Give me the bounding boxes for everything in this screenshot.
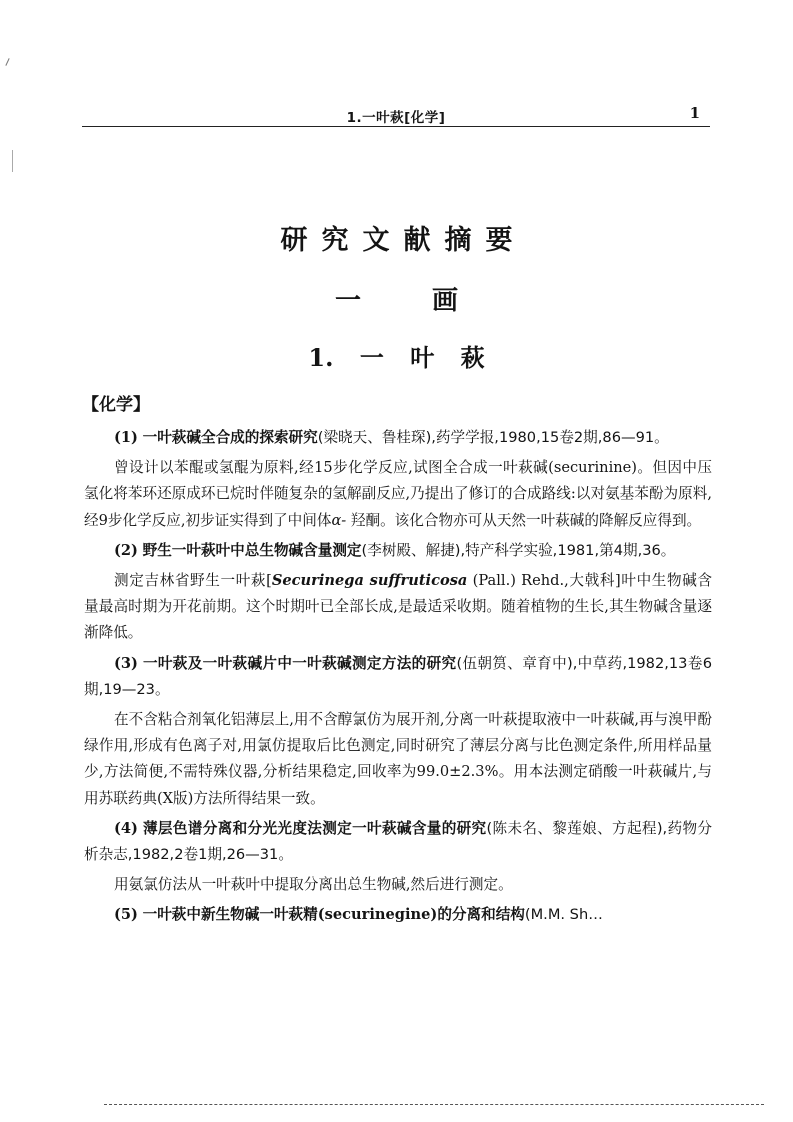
abstract-2-title: 野生一叶萩叶中总生物碱含量测定 (142, 541, 362, 559)
abstract-1-body-text-end: 羟酮。该化合物亦可从天然一叶萩碱的降解反应得到。 (350, 511, 702, 529)
abstract-3-body: 在不含粘合剂氧化铝薄层上,用不含醇氯仿为展开剂,分离一叶萩提取液中一叶萩碱,再与溴甲酚绿作用,形成有色离子对,用氯仿提取后比色测定,同时研究了薄层分离与比色测定条件,所用样品量少,方法简便,不需特殊仪器,分析结果稳定,回收率为99.0±2.3%。用本法测定硝酸一叶萩碱片,与用苏联药典(X版)方法所得结果一致。 (84, 711, 712, 807)
page-number: 1 (689, 104, 700, 122)
entry-number: 1. (308, 343, 334, 372)
entry-char-1: 一 (359, 343, 384, 372)
main-title: 研究文献摘要 (280, 225, 527, 256)
stroke-heading-left: 一 (334, 286, 361, 316)
abstract-2-body-text: 测定吉林省野生一叶萩[ (114, 572, 272, 590)
abstract-3-title: 一叶萩及一叶萩碱片中一叶萩碱测定方法的研究 (142, 654, 457, 672)
latin-binomial: Securinega suffruticosa (271, 572, 468, 590)
abstract-2-number: (2) (114, 541, 138, 559)
abstract-2-source: (李树殿、解捷),特产科学实验,1981,第4期,36。 (361, 541, 676, 559)
abstract-5-source: (M.M. Sh… (524, 906, 603, 924)
abstract-1-number: (1) (114, 429, 138, 446)
alpha-symbol: α- (331, 511, 347, 529)
stroke-heading-right: 画 (432, 286, 459, 316)
entry-char-2: 叶 (410, 343, 435, 372)
abstract-1-citation (84, 425, 712, 451)
abstract-1-title: 一叶萩碱全合成的探索研究 (142, 429, 318, 446)
entry-char-3: 萩 (460, 343, 485, 372)
running-header (82, 104, 710, 127)
entry-heading (0, 338, 793, 373)
abstract-5-citation (84, 902, 712, 928)
abstract-1-body (84, 455, 712, 534)
abstract-5-number: (5) (114, 906, 138, 924)
abstract-1-body-text: 曾设计以苯醌或氢醌为原料,经15步化学反应,试图全合成一叶萩碱(securinine)。但因中压氢化将苯环还原成环已烷时伴随复杂的氢解副反应,乃提出了修订的合成路线:以对氨基苯酚为原料,经9步化学反应,初步证实得到了中间体 (84, 459, 712, 529)
scan-speck (5, 58, 9, 66)
abstract-2-body (84, 568, 712, 647)
abstract-3-citation (84, 651, 712, 703)
abstract-2-citation (84, 538, 712, 564)
abstract-1-source: (梁晓天、鲁桂琛),药学学报,1980,15卷2期,86—91。 (317, 429, 669, 446)
abstract-4-body: 用氨氯仿法从一叶萩叶中提取分离出总生物碱,然后进行测定。 (114, 876, 513, 894)
abstract-4-citation (84, 816, 712, 868)
abstract-3-number: (3) (114, 654, 138, 672)
abstract-4-source: (陈未名、黎莲娘、方起程),药物分析杂志,1982,2卷1期,26—31。 (84, 819, 712, 864)
bottom-scan-rule (104, 1104, 764, 1105)
abstract-list (84, 425, 712, 933)
abstract-3-source: (伍朝筼、章育中),中草药,1982,13卷6期,19—23。 (84, 654, 712, 698)
abstract-4-number: (4) (114, 819, 138, 837)
running-title: 1.一叶萩[化学] (346, 110, 446, 126)
scan-speck (12, 150, 13, 172)
abstract-5-title: 一叶萩中新生物碱一叶萩精(securinegine)的分离和结构 (142, 906, 525, 924)
abstract-4-title: 薄层色谱分离和分光光度法测定一叶萩碱含量的研究 (142, 819, 487, 837)
stroke-count-heading (0, 280, 793, 317)
abstract-2-body-text-end: (Pall.) Rehd.,大戟科]叶中生物碱含量最高时期为开花前期。这个时期叶已全部长成,是最适采收期。随着植物的生长,其生物碱含量逐渐降低。 (84, 572, 713, 642)
section-label: 【化学】 (82, 395, 150, 415)
